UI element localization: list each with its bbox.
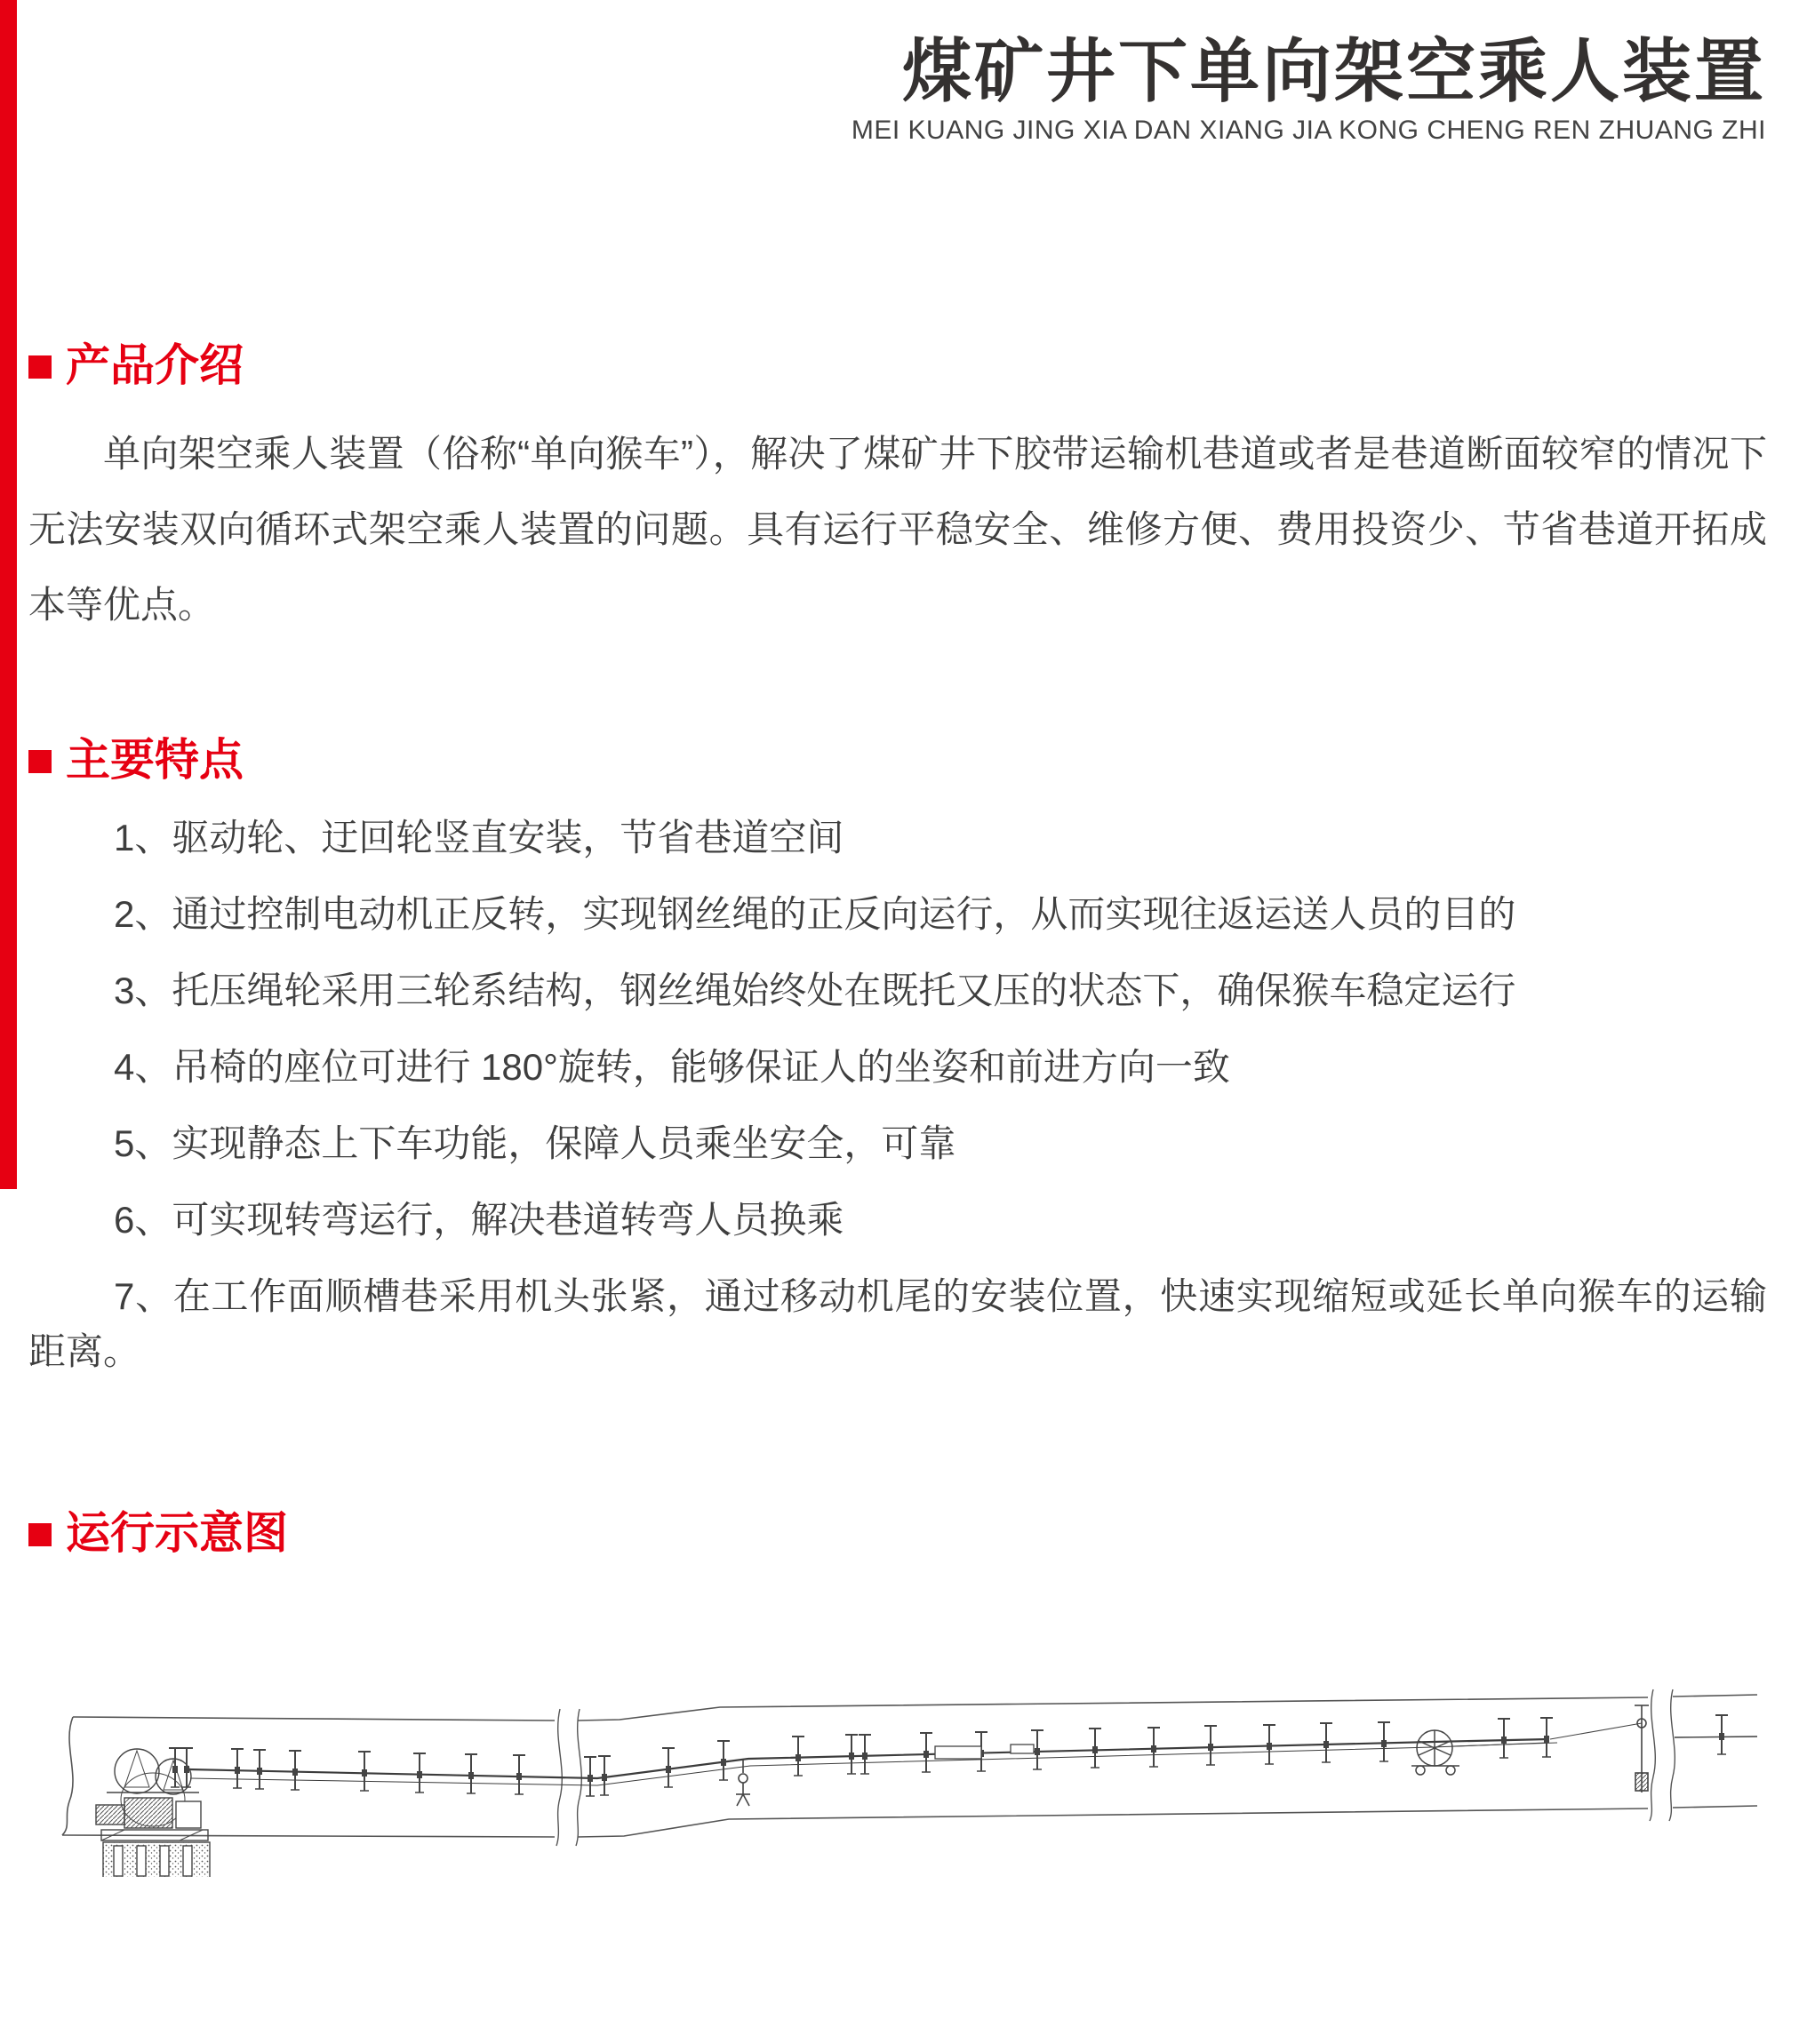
operation-diagram <box>46 1664 1762 1877</box>
feature-item: 1、驱动轮、迂回轮竖直安装，节省巷道空间 <box>114 817 844 858</box>
return-wheel-station <box>1411 1730 1557 1775</box>
section-heading-features-label: 主要特点 <box>66 735 244 785</box>
line-tensioner-box <box>935 1745 1034 1759</box>
tension-anchor-post <box>1550 1705 1649 1792</box>
square-bullet-icon <box>28 355 52 379</box>
page-subtitle: MEI KUANG JING XIA DAN XIANG JIA KONG CHENG REN ZHUANG ZHI <box>851 115 1766 145</box>
feature-item: 3、托压绳轮采用三轮系结构，钢丝绳始终处在既托又压的状态下，确保猴车稳定运行 <box>114 970 1516 1011</box>
section-heading-features <box>28 735 244 785</box>
square-bullet-icon <box>28 750 52 773</box>
feature-item: 6、可实现转弯运行，解决巷道转弯人员换乘 <box>114 1199 844 1241</box>
intro-paragraph: 单向架空乘人装置（俗称“单向猴车”），解决了煤矿井下胶带运输机巷道或者是巷道断面较窄的情况下无法安装双向循环式架空乘人装置的问题。具有运行平稳安全、维修方便、费用投资少、节省巷道开拓成本等优点。 <box>28 433 1767 626</box>
drive-station <box>96 1749 210 1877</box>
section-heading-intro <box>28 340 244 390</box>
square-bullet-icon <box>28 1523 52 1546</box>
page-header <box>0 32 1766 146</box>
operation-diagram-svg <box>46 1664 1762 1877</box>
feature-item: 5、实现静态上下车功能，保障人员乘坐安全，可靠 <box>114 1122 956 1164</box>
section-heading-intro-label: 产品介绍 <box>66 340 244 390</box>
page-title: 煤矿井下单向架空乘人装置 <box>901 32 1766 110</box>
feature-item: 4、吊椅的座位可进行 180°旋转，能够保证人的坐姿和前进方向一致 <box>114 1046 1230 1088</box>
feature-item: 2、通过控制电动机正反转，实现钢丝绳的正反向运行，从而实现往返运送人员的目的 <box>114 893 1516 935</box>
left-accent-bar <box>0 0 17 1189</box>
tunnel-outline <box>62 1695 1757 1837</box>
tunnel-break-right <box>1650 1689 1675 1821</box>
feature-item: 7、在工作面顺槽巷采用机头张紧，通过移动机尾的安装位置，快速实现缩短或延长单向猴车的运输距离。 <box>28 1275 1767 1372</box>
features-list <box>28 810 1767 1401</box>
section-heading-diagram-label: 运行示意图 <box>66 1508 288 1558</box>
section-heading-diagram <box>28 1508 288 1558</box>
